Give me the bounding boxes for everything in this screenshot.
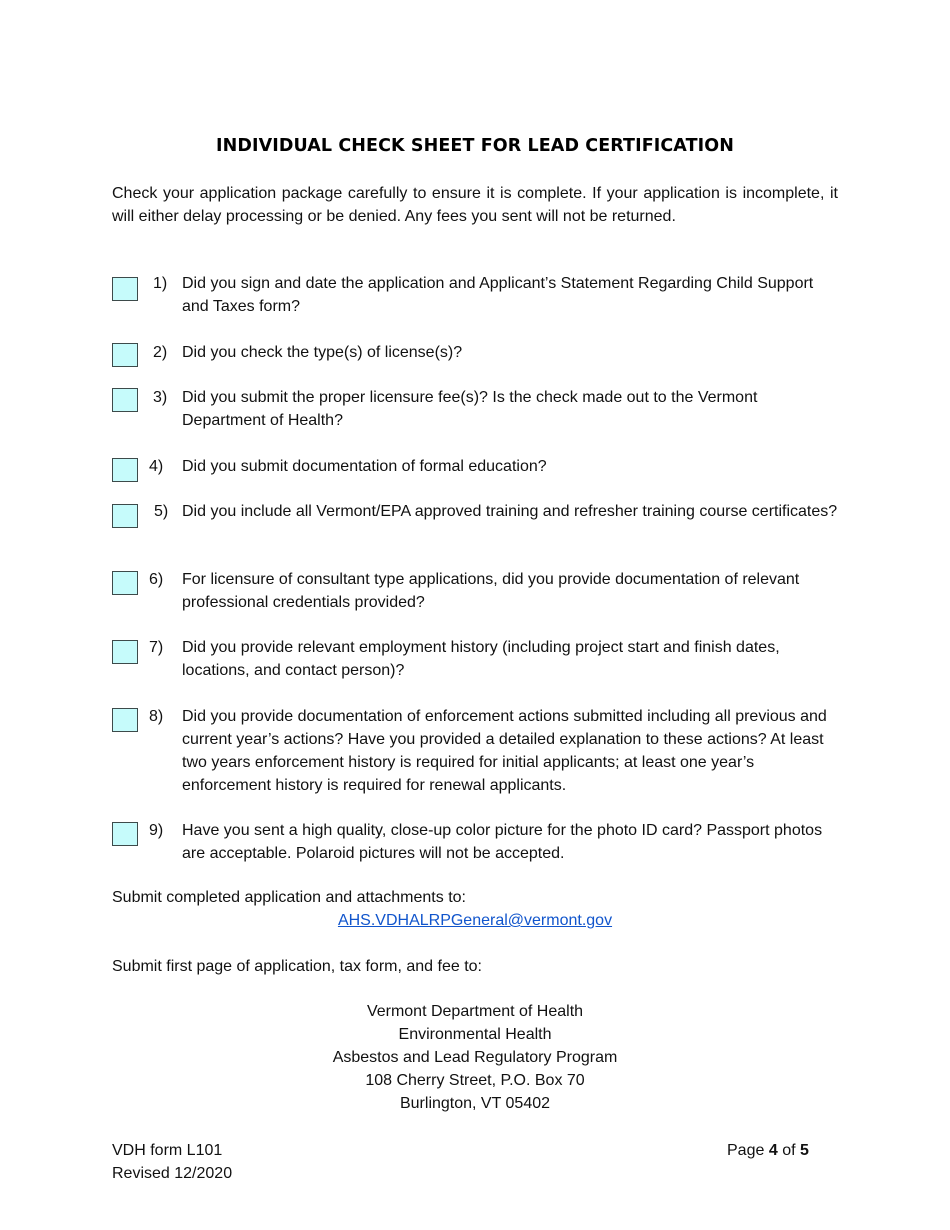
item-9-checkbox[interactable] (112, 822, 138, 846)
item-1-checkbox[interactable] (112, 277, 138, 301)
item-number: 8) (149, 708, 164, 725)
item-text: Did you submit the proper licensure fee(s)? Is the check made out to the Vermont Department of Health? (182, 389, 758, 429)
intro-paragraph: Check your application package carefully to ensure it is complete. If your application is incomplete, it will either delay processing or be denied. Any fees you sent will not be returned. (112, 185, 838, 225)
address-line: Vermont Department of Health (366, 1003, 584, 1020)
item-text: For licensure of consultant type applications, did you provide documentation of relevant professional credentials provided? (182, 571, 800, 611)
page-of: of (782, 1142, 796, 1159)
footer-form-info (112, 1139, 232, 1185)
address-line: Environmental Health (398, 1026, 552, 1043)
item-number: 4) (149, 458, 164, 475)
item-text: Have you sent a high quality, close-up color picture for the photo ID card? Passport photos are acceptable. Polaroid pictures will not be accepted. (182, 822, 823, 862)
page-current: 4 (768, 1142, 778, 1159)
item-text: Did you provide relevant employment history (including project start and finish dates, locations, and contact person)? (182, 639, 780, 679)
item-6-checkbox[interactable] (112, 571, 138, 595)
form-id: VDH form L101 (112, 1142, 223, 1159)
item-number: 7) (149, 639, 164, 656)
item-number: 1) (153, 275, 168, 292)
mailing-address (0, 1000, 950, 1115)
address-line: Burlington, VT 05402 (399, 1095, 551, 1112)
item-text: Did you include all Vermont/EPA approved training and refresher training course certificates? (182, 503, 838, 520)
address-line: Asbestos and Lead Regulatory Program (332, 1049, 618, 1066)
item-text: Did you check the type(s) of license(s)? (182, 344, 463, 361)
item-5-checkbox[interactable] (112, 504, 138, 528)
item-3-checkbox[interactable] (112, 388, 138, 412)
item-text: Did you submit documentation of formal education? (182, 458, 547, 475)
address-line: 108 Cherry Street, P.O. Box 70 (365, 1072, 585, 1089)
item-number: 6) (149, 571, 164, 588)
item-number: 5) (154, 503, 169, 520)
page-total: 5 (799, 1142, 809, 1159)
item-number: 9) (149, 822, 164, 839)
item-text: Did you provide documentation of enforcement actions submitted including all previous and current year’s actions? Have you provided a detailed explanation to these actions? At least two years enforcement history is required for initial applicants; at least one year’s enforcement history is required for renewal applicants. (182, 708, 827, 794)
submit-email-label: Submit completed application and attachments to: (112, 889, 466, 906)
item-2-checkbox[interactable] (112, 343, 138, 367)
page-title: INDIVIDUAL CHECK SHEET FOR LEAD CERTIFICATION (216, 136, 734, 156)
page-number (727, 1139, 809, 1162)
email-line (0, 909, 950, 932)
revision-date: Revised 12/2020 (112, 1165, 233, 1182)
page-prefix: Page (727, 1142, 765, 1159)
item-4-checkbox[interactable] (112, 458, 138, 482)
item-number: 3) (153, 389, 168, 406)
item-8-checkbox[interactable] (112, 708, 138, 732)
submit-mail-label: Submit first page of application, tax form, and fee to: (112, 958, 482, 975)
item-number: 2) (153, 344, 168, 361)
email-link[interactable]: AHS.VDHALRPGeneral@vermont.gov (337, 912, 613, 929)
item-7-checkbox[interactable] (112, 640, 138, 664)
item-text: Did you sign and date the application and Applicant’s Statement Regarding Child Support and Taxes form? (182, 275, 814, 315)
